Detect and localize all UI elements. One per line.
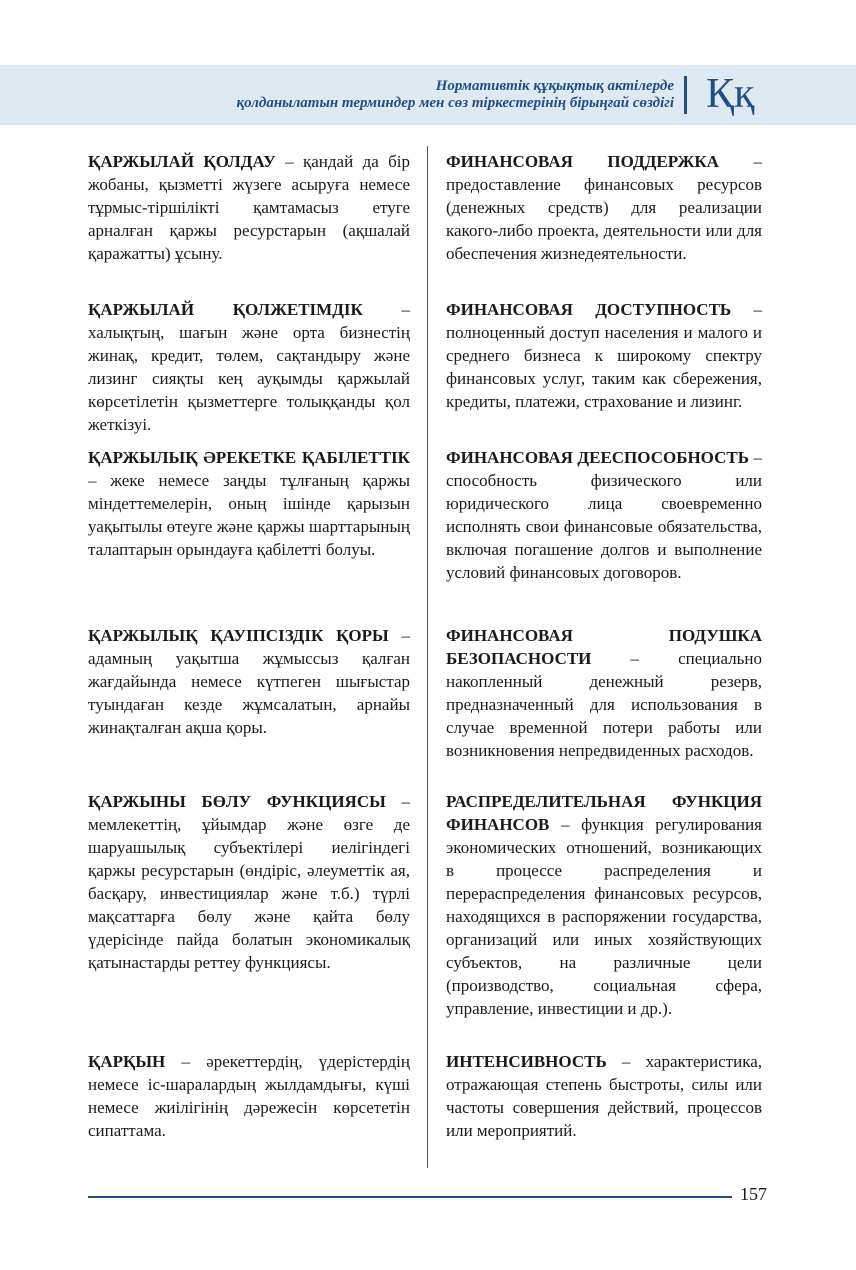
entry-term: ҚАРҚЫН xyxy=(88,1052,166,1071)
dictionary-title-line1: Нормативтік құқықтық актілерде xyxy=(435,78,674,94)
entry-ru-5 xyxy=(446,790,762,1020)
entry-term: ҚАРЖЫЛЫҚ ӘРЕКЕТКЕ ҚАБІЛЕТТІК xyxy=(88,448,410,467)
entry-definition: – характеристика, отражающая степень быстроты, силы или частоты совершения действий, процессов или мероприятий. xyxy=(446,1052,762,1140)
entry-term: ҚАРЖЫЛЫҚ ҚАУІПСІЗДІК ҚОРЫ xyxy=(88,626,389,645)
dictionary-title xyxy=(236,78,674,112)
entry-term: ИНТЕНСИВНОСТЬ xyxy=(446,1052,607,1071)
entry-definition: – халықтың, шағын және орта бизнестің жинақ, кредит, төлем, сақтандыру және лизинг сияқты кең ауқымды қаржылай көрсетілетін қызметтерге толыққанды қол жеткізуі. xyxy=(88,300,410,434)
entry-term: ҚАРЖЫЛАЙ ҚОЛДАУ xyxy=(88,152,276,171)
footer-rule xyxy=(88,1196,732,1198)
entry-term: ҚАРЖЫНЫ БӨЛУ ФУНКЦИЯСЫ xyxy=(88,792,386,811)
entry-kk-3 xyxy=(88,446,410,561)
entry-term: ФИНАНСОВАЯ ДОСТУПНОСТЬ xyxy=(446,300,732,319)
entry-definition: – специально накопленный денежный резерв, предназначенный для использования в случае временной потери работы или возникновения непредвиденных расходов. xyxy=(446,649,762,760)
entry-definition: – мемлекеттің, ұйымдар және өзге де шаруашылық субъектілері иелігіндегі қаржы ресурстарын (өндіріс, әлеуметтік ая, басқару, инвестициялар және т.б.) түрлі мақсаттарға бөлу және қайта бөлу үдерісінде пайда болатын экономикалық қатынастарды реттеу функциясы. xyxy=(88,792,410,972)
column-divider xyxy=(427,146,428,1168)
header-separator xyxy=(684,76,687,114)
entry-definition: – способность физического или юридического лица своевременно исполнять свои финансовые обязательства, включая погашение долгов и выполнение условий финансовых договоров. xyxy=(446,448,763,582)
entry-definition: – предоставление финансовых ресурсов (денежных средств) для реализации какого-либо проекта, деятельности или для обеспечения жизнедеятельности. xyxy=(446,152,762,263)
section-letter: Ққ xyxy=(706,71,755,117)
entry-term: ФИНАНСОВАЯ ДЕЕСПОСОБНОСТЬ xyxy=(446,448,749,467)
entry-ru-3 xyxy=(446,446,762,584)
entry-definition: – адамның уақытша жұмыссыз қалған жағдайында немесе күтпеген шығыстар туындаған кезде жұмсалатын, арнайы жинақталған ақша қоры. xyxy=(88,626,410,737)
entry-kk-2 xyxy=(88,298,410,436)
entry-definition: – полноценный доступ населения и малого и среднего бизнеса к широкому спектру финансовых услуг, таким как сбережения, кредиты, платежи, страхование и лизинг. xyxy=(446,300,762,411)
entry-kk-4 xyxy=(88,624,410,739)
entry-kk-5 xyxy=(88,790,410,974)
entry-ru-4 xyxy=(446,624,762,762)
entry-ru-2 xyxy=(446,298,762,413)
entry-definition: – қандай да бір жобаны, қызметті жүзеге асыруға немесе тұрмыс-тіршілікті қамтамасыз етуге арналған қаржы ресурстарын (ақшалай қаражатты) ұсыну. xyxy=(88,152,411,263)
page-number: 157 xyxy=(740,1184,767,1204)
entry-ru-1 xyxy=(446,150,762,265)
dictionary-title-line2: қолданылатын терминдер мен сөз тіркестерінің бірыңғай сөздігі xyxy=(236,95,674,111)
entry-definition: – әрекеттердің, үдерістердің немесе іс-шаралардың жылдамдығы, күші немесе жиілігінің дәрежесін көрсететін сипаттама. xyxy=(88,1052,410,1140)
entry-kk-6 xyxy=(88,1050,410,1142)
entry-term: ҚАРЖЫЛАЙ ҚОЛЖЕТІМДІК xyxy=(88,300,363,319)
entry-definition: – функция регулирования экономических отношений, возникающих в процессе распределения и перераспределения финансовых ресурсов, находящихся в распоряжении государства, организаций или иных хозяйствующих субъектов, на различные цели (производство, социальная сфера, управление, инвестиции и др.). xyxy=(446,815,762,1018)
entry-term: РАСПРЕДЕЛИТЕЛЬНАЯ ФУНКЦИЯ ФИНАНСОВ xyxy=(446,792,762,834)
entry-kk-1 xyxy=(88,150,410,265)
entry-ru-6 xyxy=(446,1050,762,1142)
entry-definition: – жеке немесе заңды тұлғаның қаржы міндеттемелерін, оның ішінде қарызын уақытылы өтеуге және қаржы шарттарының талаптарын орындауға қабілетті болуы. xyxy=(88,471,410,559)
entry-term: ФИНАНСОВАЯ ПОДДЕРЖКА xyxy=(446,152,719,171)
entry-term: ФИНАНСОВАЯ ПОДУШКА БЕЗОПАСНОСТИ xyxy=(446,626,762,668)
